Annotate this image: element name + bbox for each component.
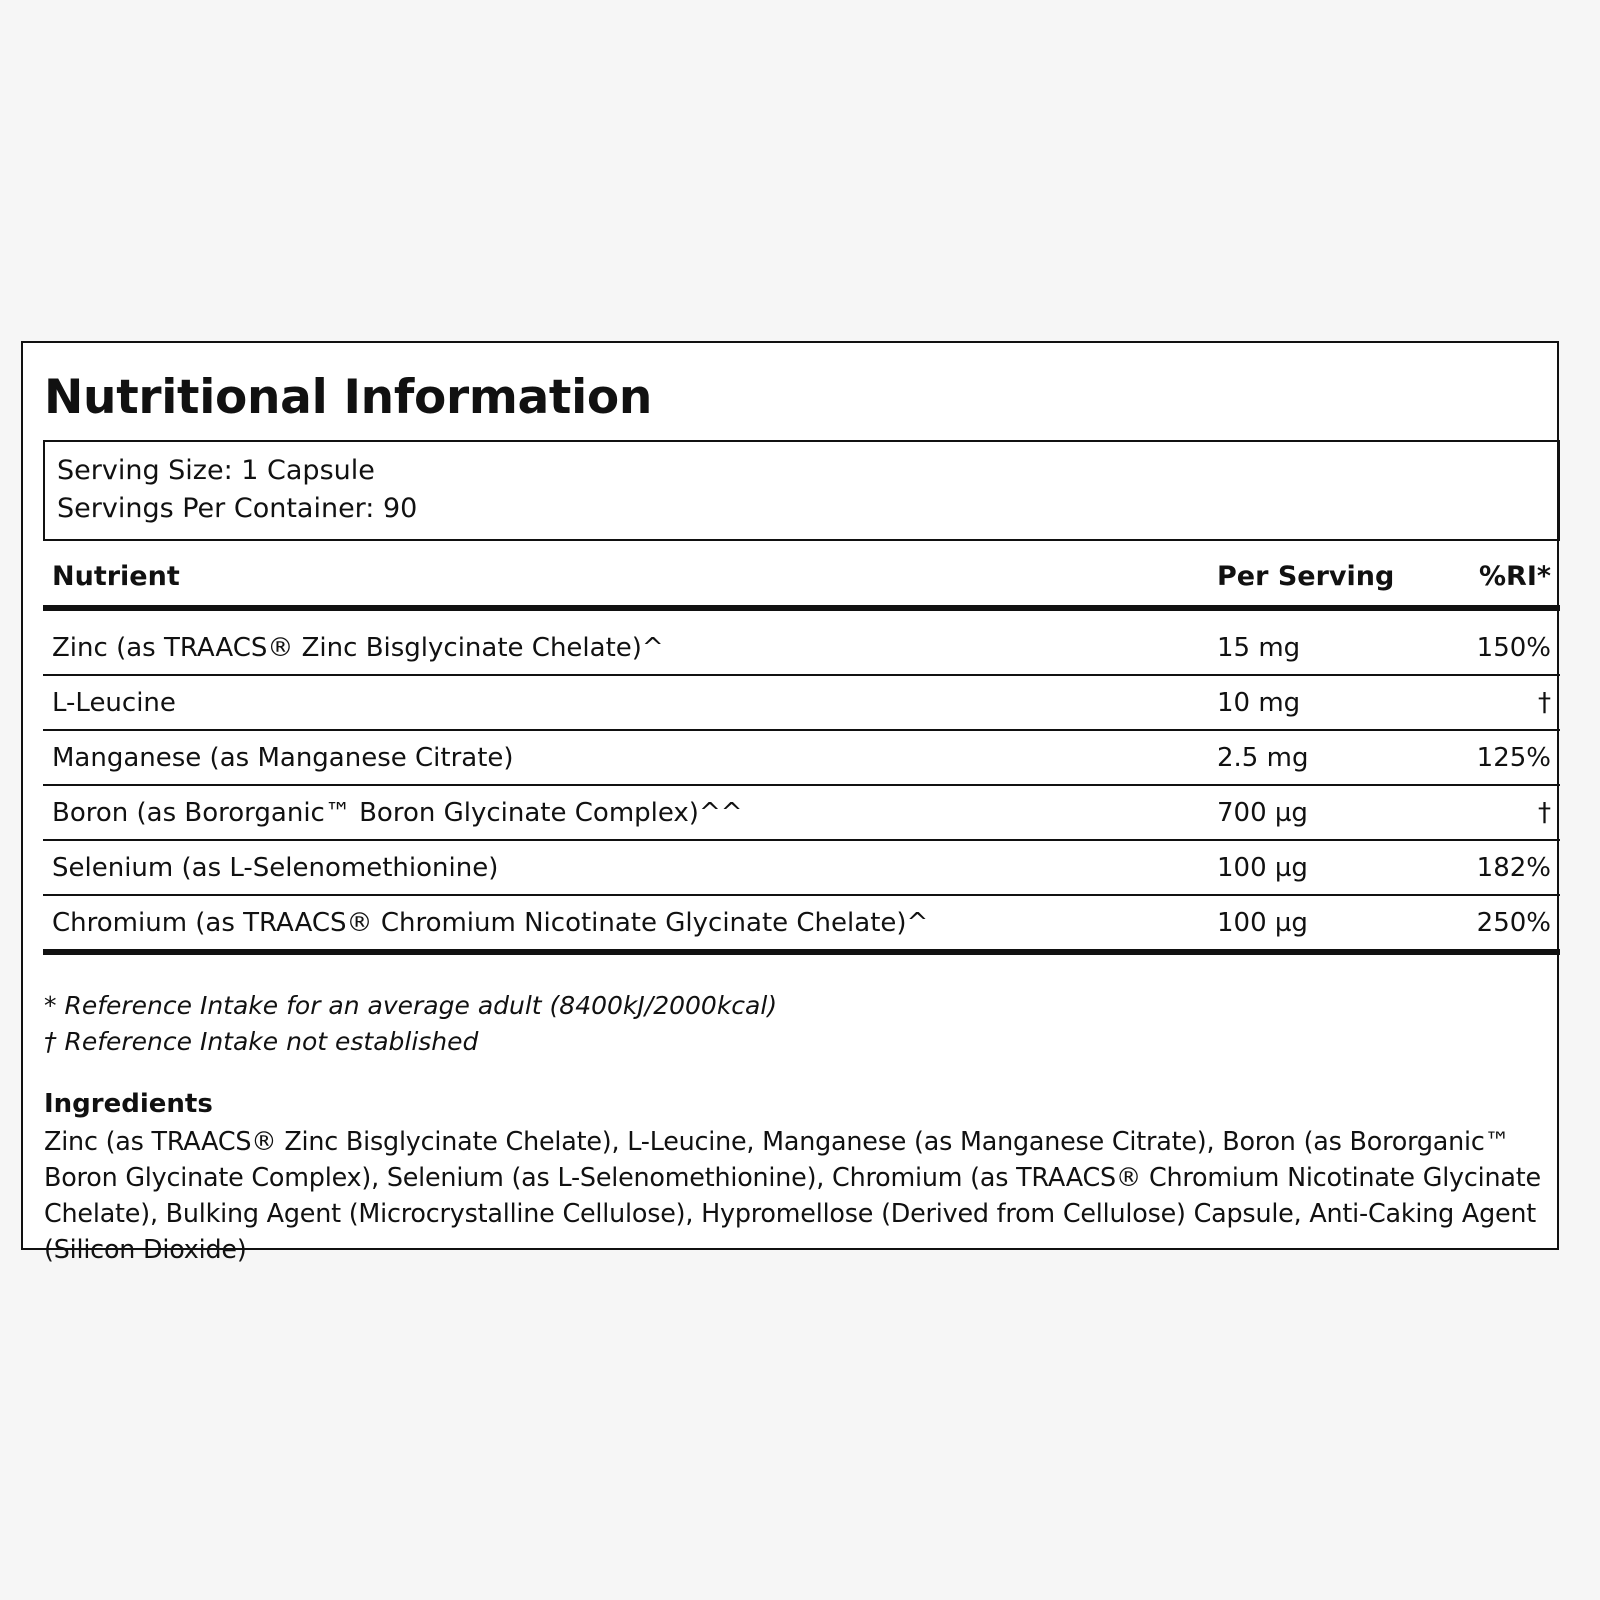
header-ri: %RI*: [1478, 561, 1551, 592]
page-title: Nutritional Information: [44, 370, 653, 425]
serving-info-box: [43, 440, 1560, 541]
servings-per-container: Servings Per Container: 90: [57, 493, 418, 524]
ingredients-list: Zinc (as TRAACS® Zinc Bisglycinate Chelate), L-Leucine, Manganese (as Manganese Citrate), Boron (as Bororganic™ Boron Glycinate Complex), Selenium (as L-Selenomethionine), Chromium (as TRAACS® Chromium Nicotinate Glycinate Chelate), Bulking Agent (Microcrystalline Cellulose), Hypromellose (Derived from Cellulose) Capsule, Anti-Caking Agent (Silicon Dioxide): [44, 1126, 1541, 1264]
nutrient-amount: 2.5 mg: [1217, 743, 1309, 773]
ingredients-heading: Ingredients: [44, 1089, 213, 1119]
nutrient-amount: 10 mg: [1217, 688, 1301, 718]
table-row: [43, 786, 1560, 841]
nutrient-ri: 150%: [1476, 633, 1551, 663]
table-header: [43, 559, 1560, 611]
table-row: [43, 611, 1560, 676]
nutrient-name: Manganese (as Manganese Citrate): [52, 743, 514, 773]
nutrition-panel: [21, 341, 1559, 1264]
header-per-serving: Per Serving: [1217, 561, 1395, 592]
table-body: [43, 611, 1560, 955]
nutrient-ri: †: [1538, 798, 1551, 828]
nutrient-amount: 700 µg: [1217, 798, 1308, 828]
nutrient-name: L-Leucine: [52, 688, 176, 718]
table-row: [43, 676, 1560, 731]
table-row: [43, 896, 1560, 955]
nutrient-ri: 182%: [1476, 853, 1551, 883]
nutrient-name: Selenium (as L-Selenomethionine): [52, 853, 499, 883]
nutrient-name: Chromium (as TRAACS® Chromium Nicotinate Glycinate Chelate)^: [52, 908, 929, 938]
table-row: [43, 841, 1560, 896]
footnote-not-established: † Reference Intake not established: [44, 1027, 479, 1056]
table-row: [43, 731, 1560, 786]
nutrient-name: Zinc (as TRAACS® Zinc Bisglycinate Chelate)^: [52, 633, 664, 663]
nutrient-name: Boron (as Bororganic™ Boron Glycinate Complex)^^: [52, 798, 743, 828]
nutrient-ri: 125%: [1476, 743, 1551, 773]
nutrient-amount: 15 mg: [1217, 633, 1301, 663]
nutrient-amount: 100 µg: [1217, 853, 1308, 883]
nutrient-amount: 100 µg: [1217, 908, 1308, 938]
nutrient-ri: †: [1538, 688, 1551, 718]
footnotes: [44, 988, 777, 1060]
nutrient-table: [43, 559, 1560, 955]
header-nutrient: Nutrient: [52, 561, 180, 592]
nutrient-ri: 250%: [1476, 908, 1551, 938]
footnote-reference-intake: * Reference Intake for an average adult (8400kJ/2000kcal): [44, 991, 778, 1020]
serving-size: Serving Size: 1 Capsule: [57, 455, 375, 486]
